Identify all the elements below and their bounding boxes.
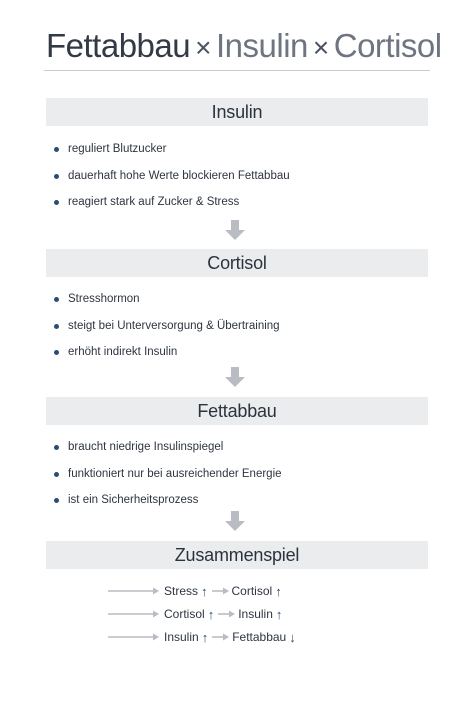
- list-item: Stresshormon: [52, 292, 280, 319]
- down-arrow-icon: [224, 219, 246, 241]
- right-arrow-icon: [108, 632, 160, 642]
- section-heading-cortisol: Cortisol: [46, 249, 428, 277]
- list-item: reguliert Blutzucker: [52, 142, 290, 169]
- list-item: funktioniert nur bei ausreichender Energie: [52, 467, 282, 494]
- title-divider: [44, 70, 430, 71]
- up-arrow-icon: ↑: [201, 629, 209, 645]
- insulin-bullet-list: [52, 142, 290, 222]
- list-item: erhöht indirekt Insulin: [52, 345, 280, 372]
- title-fettabbau: Fettabbau: [46, 27, 191, 64]
- down-arrow-icon: [224, 366, 246, 388]
- list-item: reagiert stark auf Zucker & Stress: [52, 195, 290, 222]
- list-item: dauerhaft hohe Werte blockieren Fettabbau: [52, 169, 290, 196]
- down-arrow-icon: [224, 510, 246, 532]
- flow-source: Cortisol: [164, 607, 205, 621]
- cortisol-bullet-list: [52, 292, 280, 372]
- list-item: steigt bei Unterversorgung & Übertraining: [52, 319, 280, 346]
- up-arrow-icon: ↑: [207, 606, 215, 622]
- up-arrow-icon: ↑: [275, 606, 283, 622]
- flow-row-insulin-fettabbau: [108, 629, 296, 645]
- flow-row-stress-cortisol: [108, 583, 282, 599]
- section-heading-insulin: Insulin: [46, 98, 428, 126]
- flow-source: Stress: [164, 584, 199, 598]
- section-heading-zusammenspiel: Zusammenspiel: [46, 541, 428, 569]
- title-cortisol: Cortisol: [333, 27, 442, 64]
- right-arrow-icon: [108, 586, 160, 596]
- right-arrow-icon: [108, 609, 160, 619]
- down-arrow-icon: ↓: [289, 629, 296, 645]
- fettabbau-bullet-list: [52, 440, 282, 520]
- up-arrow-icon: ↑: [275, 583, 282, 599]
- flow-row-cortisol-insulin: [108, 606, 282, 622]
- page-title: [46, 26, 442, 68]
- right-arrow-icon: [212, 632, 230, 642]
- up-arrow-icon: ↑: [201, 583, 208, 599]
- flow-target: Insulin: [238, 607, 273, 621]
- title-separator-1: ×: [195, 32, 211, 63]
- right-arrow-icon: [218, 609, 236, 619]
- flow-target: Fettabbau: [232, 630, 287, 644]
- list-item: ist ein Sicherheitsprozess: [52, 493, 282, 520]
- title-separator-2: ×: [312, 32, 329, 63]
- flow-target: Cortisol: [231, 584, 273, 598]
- flow-source: Insulin: [164, 630, 199, 644]
- section-heading-fettabbau: Fettabbau: [46, 397, 428, 425]
- title-insulin: Insulin: [215, 27, 308, 64]
- list-item: braucht niedrige Insulinspiegel: [52, 440, 282, 467]
- right-arrow-icon: [212, 586, 230, 596]
